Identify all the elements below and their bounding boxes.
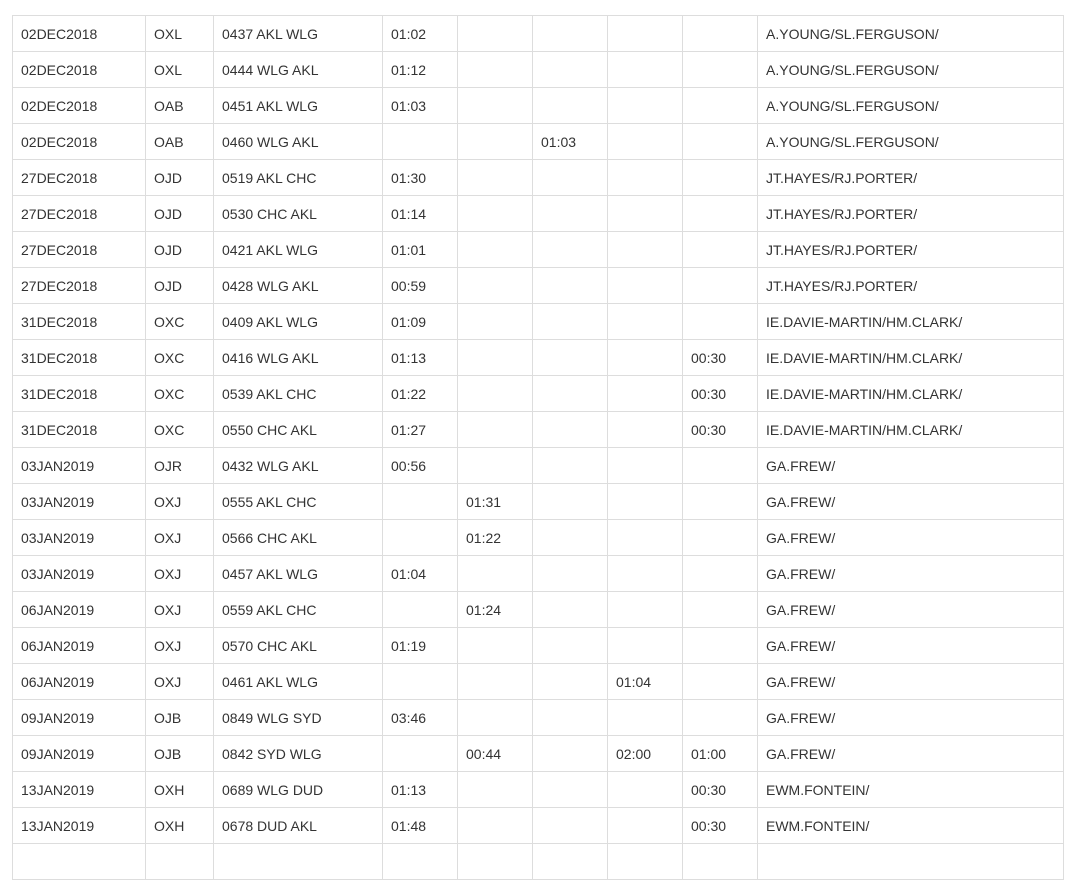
time-col-5-cell	[683, 88, 758, 124]
time-col-4-cell: 02:00	[608, 736, 683, 772]
time-col-1-cell: 01:14	[383, 196, 458, 232]
crew-cell: JT.HAYES/RJ.PORTER/	[758, 196, 1064, 232]
date-cell: 03JAN2019	[13, 520, 146, 556]
date-cell: 02DEC2018	[13, 88, 146, 124]
table-row	[13, 232, 1064, 268]
table-row	[13, 124, 1064, 160]
time-col-3-cell	[533, 160, 608, 196]
time-col-2-cell	[458, 340, 533, 376]
crew-cell: JT.HAYES/RJ.PORTER/	[758, 232, 1064, 268]
time-col-3-cell	[533, 304, 608, 340]
time-col-3-cell	[533, 772, 608, 808]
time-col-5-cell	[683, 700, 758, 736]
time-col-1-cell: 01:02	[383, 16, 458, 52]
time-col-4-cell	[608, 160, 683, 196]
flight-route-cell: 0451 AKL WLG	[214, 88, 383, 124]
registration-cell: OXJ	[146, 520, 214, 556]
time-col-3-cell	[533, 448, 608, 484]
time-col-4-cell	[608, 592, 683, 628]
time-col-2-cell	[458, 772, 533, 808]
date-cell: 31DEC2018	[13, 304, 146, 340]
time-col-2-cell	[458, 196, 533, 232]
time-col-2-cell: 01:22	[458, 520, 533, 556]
time-col-5-cell	[683, 16, 758, 52]
time-col-4-cell	[608, 52, 683, 88]
time-col-5-cell	[683, 124, 758, 160]
table-row	[13, 628, 1064, 664]
registration-cell: OXJ	[146, 628, 214, 664]
flight-route-cell: 0519 AKL CHC	[214, 160, 383, 196]
time-col-3-cell	[533, 700, 608, 736]
registration-cell: OAB	[146, 88, 214, 124]
time-col-1-cell	[383, 664, 458, 700]
table-row	[13, 88, 1064, 124]
flight-route-cell: 0460 WLG AKL	[214, 124, 383, 160]
flight-route-cell: 0461 AKL WLG	[214, 664, 383, 700]
time-col-2-cell	[458, 124, 533, 160]
time-col-4-cell	[608, 484, 683, 520]
time-col-4-cell	[608, 808, 683, 844]
time-col-5-cell	[683, 268, 758, 304]
table-row	[13, 376, 1064, 412]
time-col-1-cell: 01:09	[383, 304, 458, 340]
date-cell: 03JAN2019	[13, 448, 146, 484]
date-cell: 02DEC2018	[13, 52, 146, 88]
table-row	[13, 196, 1064, 232]
flight-route-cell: 0559 AKL CHC	[214, 592, 383, 628]
flight-route-cell: 0409 AKL WLG	[214, 304, 383, 340]
registration-cell: OJD	[146, 196, 214, 232]
registration-cell: OXJ	[146, 592, 214, 628]
registration-cell: OXL	[146, 16, 214, 52]
time-col-2-cell	[458, 628, 533, 664]
date-cell: 31DEC2018	[13, 340, 146, 376]
table-row	[13, 52, 1064, 88]
crew-cell: JT.HAYES/RJ.PORTER/	[758, 160, 1064, 196]
table-row	[13, 160, 1064, 196]
table-row	[13, 736, 1064, 772]
registration-cell: OJR	[146, 448, 214, 484]
time-col-5-cell	[683, 52, 758, 88]
time-col-3-cell	[533, 196, 608, 232]
table-row	[13, 340, 1064, 376]
time-col-4-cell	[608, 412, 683, 448]
crew-cell: GA.FREW/	[758, 520, 1064, 556]
flight-route-cell: 0437 AKL WLG	[214, 16, 383, 52]
crew-cell: GA.FREW/	[758, 628, 1064, 664]
time-col-2-cell	[458, 448, 533, 484]
time-col-4-cell	[608, 520, 683, 556]
time-col-2-cell	[458, 304, 533, 340]
date-cell: 31DEC2018	[13, 412, 146, 448]
time-col-2-cell: 01:24	[458, 592, 533, 628]
table-row	[13, 772, 1064, 808]
time-col-5-cell	[683, 448, 758, 484]
registration-cell: OXJ	[146, 556, 214, 592]
time-col-3-cell	[533, 52, 608, 88]
date-cell: 06JAN2019	[13, 628, 146, 664]
table-row	[13, 556, 1064, 592]
crew-cell: GA.FREW/	[758, 484, 1064, 520]
time-col-3-cell: 01:03	[533, 124, 608, 160]
time-col-2-cell	[458, 52, 533, 88]
time-col-4-cell	[608, 304, 683, 340]
table-row	[13, 412, 1064, 448]
registration-cell: OXH	[146, 772, 214, 808]
table-row	[13, 844, 1064, 880]
time-col-1-cell: 01:13	[383, 772, 458, 808]
table-row	[13, 592, 1064, 628]
date-cell: 03JAN2019	[13, 484, 146, 520]
time-col-1-cell: 00:59	[383, 268, 458, 304]
time-col-4-cell	[608, 700, 683, 736]
time-col-1-cell: 00:56	[383, 448, 458, 484]
time-col-5-cell	[683, 628, 758, 664]
time-col-2-cell	[458, 16, 533, 52]
time-col-1-cell: 01:30	[383, 160, 458, 196]
date-cell: 03JAN2019	[13, 556, 146, 592]
crew-cell: A.YOUNG/SL.FERGUSON/	[758, 16, 1064, 52]
crew-cell: EWM.FONTEIN/	[758, 772, 1064, 808]
time-col-2-cell	[458, 844, 533, 880]
date-cell: 27DEC2018	[13, 160, 146, 196]
table-row	[13, 484, 1064, 520]
time-col-2-cell: 01:31	[458, 484, 533, 520]
time-col-3-cell	[533, 520, 608, 556]
time-col-1-cell: 01:22	[383, 376, 458, 412]
time-col-1-cell	[383, 124, 458, 160]
time-col-4-cell	[608, 196, 683, 232]
time-col-5-cell: 00:30	[683, 340, 758, 376]
time-col-4-cell	[608, 376, 683, 412]
time-col-2-cell	[458, 808, 533, 844]
date-cell: 06JAN2019	[13, 664, 146, 700]
registration-cell: OJD	[146, 232, 214, 268]
time-col-2-cell	[458, 412, 533, 448]
time-col-1-cell: 01:01	[383, 232, 458, 268]
table-row	[13, 520, 1064, 556]
registration-cell: OXC	[146, 340, 214, 376]
flight-route-cell: 0678 DUD AKL	[214, 808, 383, 844]
time-col-5-cell	[683, 664, 758, 700]
time-col-4-cell	[608, 628, 683, 664]
time-col-3-cell	[533, 232, 608, 268]
time-col-1-cell	[383, 844, 458, 880]
date-cell: 09JAN2019	[13, 736, 146, 772]
time-col-1-cell: 01:48	[383, 808, 458, 844]
flight-log-body	[13, 16, 1064, 880]
time-col-5-cell	[683, 160, 758, 196]
time-col-1-cell	[383, 484, 458, 520]
time-col-5-cell	[683, 844, 758, 880]
time-col-3-cell	[533, 268, 608, 304]
flight-route-cell: 0550 CHC AKL	[214, 412, 383, 448]
time-col-5-cell	[683, 556, 758, 592]
time-col-4-cell	[608, 268, 683, 304]
time-col-3-cell	[533, 808, 608, 844]
date-cell: 31DEC2018	[13, 376, 146, 412]
crew-cell: GA.FREW/	[758, 448, 1064, 484]
flight-route-cell: 0570 CHC AKL	[214, 628, 383, 664]
registration-cell	[146, 844, 214, 880]
date-cell: 27DEC2018	[13, 196, 146, 232]
registration-cell: OXC	[146, 376, 214, 412]
registration-cell: OXC	[146, 412, 214, 448]
date-cell: 27DEC2018	[13, 268, 146, 304]
time-col-5-cell	[683, 592, 758, 628]
time-col-1-cell: 01:13	[383, 340, 458, 376]
table-row	[13, 664, 1064, 700]
time-col-5-cell: 01:00	[683, 736, 758, 772]
flight-route-cell: 0444 WLG AKL	[214, 52, 383, 88]
crew-cell: A.YOUNG/SL.FERGUSON/	[758, 124, 1064, 160]
crew-cell: IE.DAVIE-MARTIN/HM.CLARK/	[758, 340, 1064, 376]
registration-cell: OJD	[146, 160, 214, 196]
flight-route-cell: 0689 WLG DUD	[214, 772, 383, 808]
time-col-4-cell	[608, 88, 683, 124]
time-col-3-cell	[533, 556, 608, 592]
time-col-3-cell	[533, 88, 608, 124]
time-col-4-cell	[608, 124, 683, 160]
flight-route-cell: 0421 AKL WLG	[214, 232, 383, 268]
time-col-4-cell	[608, 16, 683, 52]
crew-cell: GA.FREW/	[758, 556, 1064, 592]
time-col-5-cell	[683, 232, 758, 268]
time-col-3-cell	[533, 736, 608, 772]
time-col-4-cell	[608, 448, 683, 484]
date-cell: 06JAN2019	[13, 592, 146, 628]
time-col-2-cell	[458, 700, 533, 736]
crew-cell: GA.FREW/	[758, 664, 1064, 700]
time-col-1-cell: 03:46	[383, 700, 458, 736]
table-row	[13, 268, 1064, 304]
registration-cell: OAB	[146, 124, 214, 160]
time-col-2-cell	[458, 88, 533, 124]
time-col-4-cell	[608, 232, 683, 268]
time-col-3-cell	[533, 16, 608, 52]
registration-cell: OXJ	[146, 664, 214, 700]
flight-route-cell: 0566 CHC AKL	[214, 520, 383, 556]
flight-route-cell: 0432 WLG AKL	[214, 448, 383, 484]
flight-route-cell: 0530 CHC AKL	[214, 196, 383, 232]
time-col-4-cell	[608, 844, 683, 880]
time-col-5-cell	[683, 520, 758, 556]
registration-cell: OXL	[146, 52, 214, 88]
crew-cell: GA.FREW/	[758, 592, 1064, 628]
flight-route-cell: 0539 AKL CHC	[214, 376, 383, 412]
time-col-3-cell	[533, 484, 608, 520]
time-col-5-cell: 00:30	[683, 808, 758, 844]
registration-cell: OXJ	[146, 484, 214, 520]
time-col-4-cell	[608, 772, 683, 808]
time-col-1-cell	[383, 736, 458, 772]
flight-log-table-container	[12, 15, 1063, 880]
crew-cell: A.YOUNG/SL.FERGUSON/	[758, 88, 1064, 124]
time-col-2-cell	[458, 232, 533, 268]
crew-cell: GA.FREW/	[758, 736, 1064, 772]
time-col-3-cell	[533, 664, 608, 700]
time-col-2-cell	[458, 664, 533, 700]
time-col-5-cell	[683, 304, 758, 340]
time-col-3-cell	[533, 628, 608, 664]
table-row	[13, 700, 1064, 736]
flight-route-cell: 0555 AKL CHC	[214, 484, 383, 520]
table-row	[13, 16, 1064, 52]
registration-cell: OXC	[146, 304, 214, 340]
time-col-1-cell	[383, 520, 458, 556]
date-cell: 13JAN2019	[13, 808, 146, 844]
date-cell: 02DEC2018	[13, 16, 146, 52]
crew-cell: EWM.FONTEIN/	[758, 808, 1064, 844]
flight-route-cell: 0416 WLG AKL	[214, 340, 383, 376]
registration-cell: OJB	[146, 736, 214, 772]
time-col-4-cell	[608, 556, 683, 592]
time-col-5-cell: 00:30	[683, 376, 758, 412]
crew-cell: IE.DAVIE-MARTIN/HM.CLARK/	[758, 412, 1064, 448]
time-col-1-cell	[383, 592, 458, 628]
time-col-5-cell	[683, 196, 758, 232]
date-cell: 13JAN2019	[13, 772, 146, 808]
time-col-1-cell: 01:12	[383, 52, 458, 88]
time-col-2-cell	[458, 268, 533, 304]
time-col-1-cell: 01:19	[383, 628, 458, 664]
date-cell: 09JAN2019	[13, 700, 146, 736]
time-col-3-cell	[533, 376, 608, 412]
time-col-3-cell	[533, 340, 608, 376]
time-col-1-cell: 01:04	[383, 556, 458, 592]
date-cell: 02DEC2018	[13, 124, 146, 160]
registration-cell: OXH	[146, 808, 214, 844]
date-cell	[13, 844, 146, 880]
date-cell: 27DEC2018	[13, 232, 146, 268]
time-col-1-cell: 01:03	[383, 88, 458, 124]
registration-cell: OJB	[146, 700, 214, 736]
crew-cell: IE.DAVIE-MARTIN/HM.CLARK/	[758, 376, 1064, 412]
crew-cell	[758, 844, 1064, 880]
time-col-3-cell	[533, 412, 608, 448]
flight-route-cell: 0849 WLG SYD	[214, 700, 383, 736]
time-col-5-cell	[683, 484, 758, 520]
time-col-2-cell	[458, 376, 533, 412]
flight-route-cell	[214, 844, 383, 880]
flight-route-cell: 0457 AKL WLG	[214, 556, 383, 592]
time-col-5-cell: 00:30	[683, 412, 758, 448]
table-row	[13, 304, 1064, 340]
time-col-3-cell	[533, 844, 608, 880]
time-col-5-cell: 00:30	[683, 772, 758, 808]
time-col-2-cell	[458, 160, 533, 196]
time-col-3-cell	[533, 592, 608, 628]
registration-cell: OJD	[146, 268, 214, 304]
time-col-4-cell: 01:04	[608, 664, 683, 700]
time-col-4-cell	[608, 340, 683, 376]
time-col-2-cell: 00:44	[458, 736, 533, 772]
time-col-2-cell	[458, 556, 533, 592]
flight-route-cell: 0428 WLG AKL	[214, 268, 383, 304]
crew-cell: IE.DAVIE-MARTIN/HM.CLARK/	[758, 304, 1064, 340]
crew-cell: JT.HAYES/RJ.PORTER/	[758, 268, 1064, 304]
table-row	[13, 808, 1064, 844]
flight-log-table	[12, 15, 1064, 880]
crew-cell: A.YOUNG/SL.FERGUSON/	[758, 52, 1064, 88]
table-row	[13, 448, 1064, 484]
time-col-1-cell: 01:27	[383, 412, 458, 448]
crew-cell: GA.FREW/	[758, 700, 1064, 736]
flight-route-cell: 0842 SYD WLG	[214, 736, 383, 772]
